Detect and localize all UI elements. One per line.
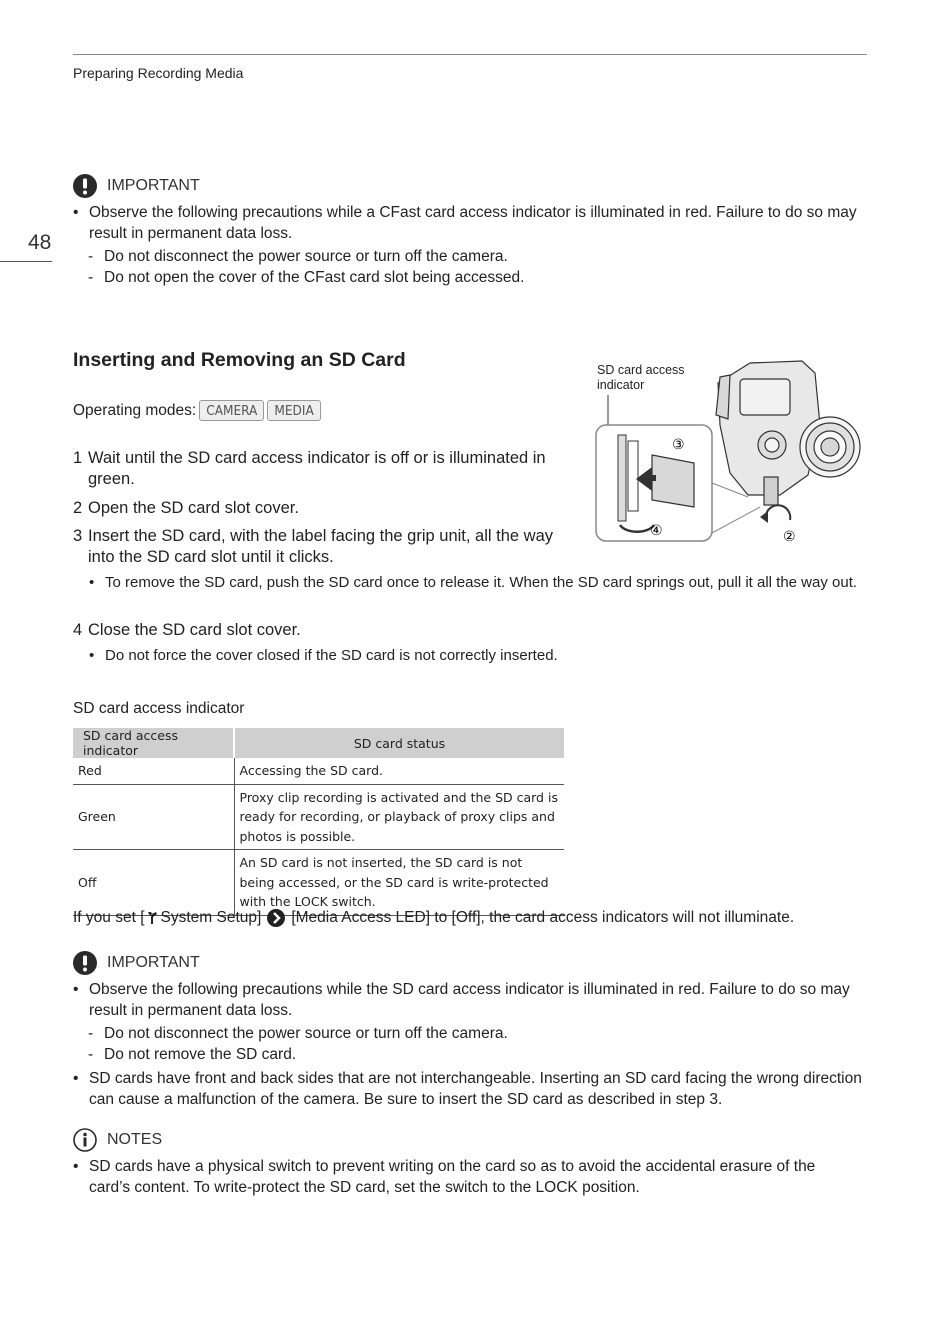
table-cell: Red bbox=[73, 758, 234, 784]
step-text: Close the SD card slot cover. bbox=[88, 621, 301, 639]
info-icon bbox=[73, 1128, 97, 1152]
running-title: Preparing Recording Media bbox=[73, 65, 244, 81]
step-3: 3 Insert the SD card, with the label facing the grip unit, all the way into the SD card slot until it clicks. bbox=[73, 526, 563, 568]
table-header-cell: SD card status bbox=[234, 728, 564, 758]
exclamation-icon bbox=[73, 174, 97, 198]
operating-modes bbox=[73, 400, 321, 421]
important-heading bbox=[73, 951, 200, 975]
step-text: Open the SD card slot cover. bbox=[88, 499, 299, 517]
table-row bbox=[73, 758, 564, 784]
table-row bbox=[73, 850, 564, 916]
table-row bbox=[73, 784, 564, 850]
important-dash-item: - Do not disconnect the power source or turn off the camera. bbox=[73, 246, 863, 267]
important-dash-item: - Do not open the cover of the CFast card slot being accessed. bbox=[73, 267, 863, 288]
step-1: 1 Wait until the SD card access indicator is off or is illuminated in green. bbox=[73, 448, 578, 490]
important-label: IMPORTANT bbox=[107, 954, 200, 971]
important-dash-item: - Do not remove the SD card. bbox=[73, 1044, 868, 1065]
camera-body bbox=[716, 361, 860, 505]
marker-2: ② bbox=[783, 529, 796, 545]
notes-label: NOTES bbox=[107, 1131, 163, 1148]
marker-4: ④ bbox=[650, 523, 663, 539]
table-cell: An SD card is not inserted, the SD card is not being accessed, or the SD card is write-protected with the LOCK switch. bbox=[234, 850, 564, 916]
table-caption: SD card access indicator bbox=[73, 700, 245, 717]
notes-block bbox=[73, 1156, 858, 1198]
important-bullet: • Observe the following precautions while the SD card access indicator is illuminated in red. Failure to do so may result in permanent data loss. bbox=[73, 979, 868, 1021]
wrench-icon bbox=[146, 911, 158, 925]
marker-3: ③ bbox=[672, 437, 685, 453]
step-text: Wait until the SD card access indicator is off or is illuminated in green. bbox=[88, 449, 546, 488]
important-label: IMPORTANT bbox=[107, 177, 200, 194]
mode-badge-media: MEDIA bbox=[267, 400, 320, 421]
important-dash-item: - Do not disconnect the power source or turn off the camera. bbox=[73, 1023, 868, 1044]
important-heading bbox=[73, 174, 200, 198]
sd-indicator-table bbox=[73, 728, 564, 916]
menu-note: If you set [ System Setup] [Media Access LED] to [Off], the card access indicators will not illuminate. bbox=[73, 909, 795, 926]
chevron-right-icon bbox=[267, 909, 285, 927]
table-header-cell: SD card access indicator bbox=[73, 728, 234, 758]
page-number-rule bbox=[0, 261, 52, 262]
step-3-note: • To remove the SD card, push the SD card once to release it. When the SD card springs out, pull it all the way out. bbox=[89, 572, 859, 593]
figure-callout-label: SD card access indicator bbox=[597, 363, 685, 392]
notes-heading bbox=[73, 1128, 162, 1152]
step-text: Insert the SD card, with the label facing the grip unit, all the way into the SD card slot until it clicks. bbox=[88, 527, 553, 566]
step-4: 4 Close the SD card slot cover. bbox=[73, 620, 578, 641]
mode-badge-camera: CAMERA bbox=[199, 400, 264, 421]
important-bullet: • Observe the following precautions while a CFast card access indicator is illuminated in red. Failure to do so may result in permanent data loss. bbox=[73, 202, 863, 244]
sd-card-illustration bbox=[580, 355, 870, 555]
exclamation-icon bbox=[73, 951, 97, 975]
step-4-note: • Do not force the cover closed if the SD card is not correctly inserted. bbox=[89, 645, 859, 666]
important-block bbox=[73, 979, 868, 1110]
step-2: 2 Open the SD card slot cover. bbox=[73, 498, 578, 519]
operating-modes-label: Operating modes: bbox=[73, 401, 197, 419]
important-bullet: • SD cards have front and back sides that are not interchangeable. Inserting an SD card facing the wrong direction can cause a malfunction of the camera. Be sure to insert the SD card as described in step 3. bbox=[73, 1068, 868, 1110]
notes-bullet: • SD cards have a physical switch to prevent writing on the card so as to avoid the accidental erasure of the card’s content. To write-protect the SD card, set the switch to the LOCK position. bbox=[73, 1156, 858, 1198]
table-cell: Green bbox=[73, 784, 234, 850]
header-rule bbox=[73, 54, 867, 55]
section-title: Inserting and Removing an SD Card bbox=[73, 349, 406, 371]
page-number: 48 bbox=[28, 231, 52, 254]
table-cell: Proxy clip recording is activated and the SD card is ready for recording, or playback of proxy clips and photos is possible. bbox=[234, 784, 564, 850]
table-cell: Off bbox=[73, 850, 234, 916]
important-block bbox=[73, 202, 863, 288]
table-cell: Accessing the SD card. bbox=[234, 758, 564, 784]
table-header-row bbox=[73, 728, 564, 758]
